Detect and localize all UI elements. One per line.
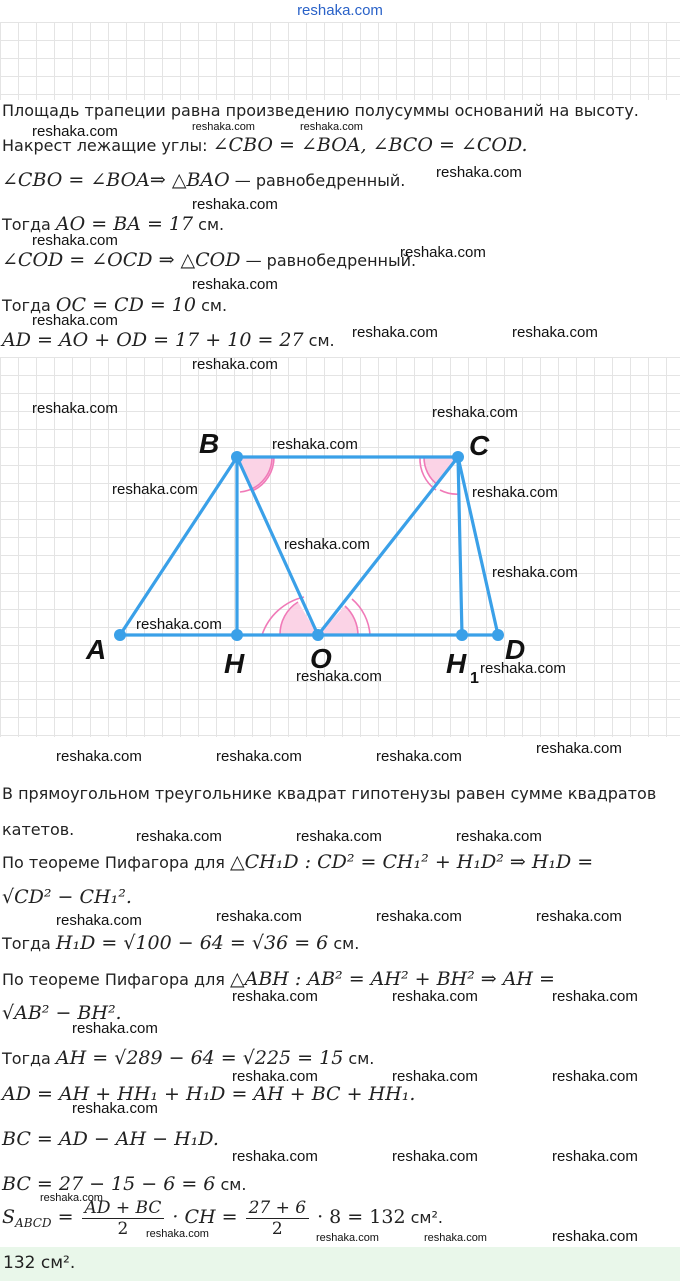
text-line-18: BC = 27 − 15 − 6 = 6 см. — [2, 1173, 247, 1195]
text-line-9: катетов. — [2, 820, 75, 839]
text-line-13: По теореме Пифагора для △ABH : AB² = AH² + BH² ⇒ AH = — [2, 968, 555, 990]
watermark: reshaka.com — [436, 164, 522, 181]
watermark: reshaka.com — [392, 1148, 478, 1165]
label-c: C — [469, 430, 490, 461]
watermark: reshaka.com — [56, 748, 142, 765]
text-line-1: Площадь трапеции равна произведению полусуммы оснований на высоту. — [2, 101, 639, 120]
watermark: reshaka.com — [352, 324, 438, 341]
watermark: reshaka.com — [400, 244, 486, 261]
text-line-8: В прямоугольном треугольнике квадрат гипотенузы равен сумме квадратов — [2, 784, 657, 803]
watermark: reshaka.com — [192, 121, 255, 133]
segment-ch1 — [458, 457, 462, 635]
text-line-12: Тогда H₁D = √100 − 64 = √36 = 6 см. — [2, 932, 360, 954]
watermark: reshaka.com — [512, 324, 598, 341]
watermark: reshaka.com — [300, 121, 363, 133]
watermark: reshaka.com — [472, 484, 558, 501]
text-line-3: ∠CBO = ∠BOA⇒ △BAO — равнобедренный. — [2, 169, 406, 191]
watermark: reshaka.com — [316, 1232, 379, 1244]
point-d — [492, 629, 504, 641]
watermark: reshaka.com — [392, 988, 478, 1005]
watermark: reshaka.com — [136, 616, 222, 633]
watermark: reshaka.com — [552, 988, 638, 1005]
watermark: reshaka.com — [192, 356, 278, 373]
answer-box — [0, 1247, 680, 1281]
watermark: reshaka.com — [296, 668, 382, 685]
watermark: reshaka.com — [536, 740, 622, 757]
watermark: reshaka.com — [232, 1068, 318, 1085]
watermark: reshaka.com — [56, 912, 142, 929]
watermark: reshaka.com — [284, 536, 370, 553]
watermark: reshaka.com — [32, 400, 118, 417]
watermark: reshaka.com — [272, 436, 358, 453]
label-h1-subscript: 1 — [470, 670, 479, 687]
site-title[interactable]: reshaka.com — [297, 2, 383, 19]
watermark: reshaka.com — [232, 988, 318, 1005]
text-line-2: Накрест лежащие углы: ∠CBO = ∠BOA, ∠BCO = ∠COD. — [2, 134, 528, 156]
watermark: reshaka.com — [232, 1148, 318, 1165]
label-o: O — [310, 643, 332, 674]
text-line-15: Тогда AH = √289 − 64 = √225 = 15 см. — [2, 1047, 375, 1069]
watermark: reshaka.com — [72, 1100, 158, 1117]
text-line-11: √CD² − CH₁². — [2, 886, 132, 908]
top-grid — [0, 22, 680, 100]
angle-o-left-fill — [280, 602, 318, 635]
watermark: reshaka.com — [552, 1228, 638, 1245]
label-d: D — [505, 634, 526, 665]
point-b — [231, 451, 243, 463]
text-line-7: AD = AO + OD = 17 + 10 = 27 см. — [2, 329, 335, 351]
text-line-16: AD = AH + HH₁ + H₁D = AH + BC + HH₁. — [2, 1083, 416, 1105]
watermark: reshaka.com — [376, 748, 462, 765]
watermark: reshaka.com — [392, 1068, 478, 1085]
fraction-values: $\frac{27 + 6}{2}$ — [246, 1198, 310, 1239]
watermark: reshaka.com — [424, 1232, 487, 1244]
watermark: reshaka.com — [112, 481, 198, 498]
watermark: reshaka.com — [136, 828, 222, 845]
watermark: reshaka.com — [192, 196, 278, 213]
watermark: reshaka.com — [192, 276, 278, 293]
watermark: reshaka.com — [480, 660, 566, 677]
angle-c-arc-3 — [440, 490, 460, 494]
text-line-area-formula: $S_{ABCD}$ = $\frac{AD + BC}{2}$ · CH = $\frac{27 + 6}{2}$ · 8 = 132 см². — [2, 1198, 443, 1239]
watermark: reshaka.com — [492, 564, 578, 581]
point-c — [452, 451, 464, 463]
point-a — [114, 629, 126, 641]
fraction-bases: $\frac{AD + BC}{2}$ — [82, 1198, 165, 1239]
watermark: reshaka.com — [146, 1228, 209, 1240]
watermark: reshaka.com — [40, 1192, 103, 1204]
watermark: reshaka.com — [216, 748, 302, 765]
text-line-14: √AB² − BH². — [2, 1002, 122, 1024]
watermark: reshaka.com — [72, 1020, 158, 1037]
text-line-6: Тогда OC = CD = 10 см. — [2, 294, 228, 316]
text-line-17: BC = AD − AH − H₁D. — [2, 1128, 219, 1150]
watermark: reshaka.com — [216, 908, 302, 925]
point-h1 — [456, 629, 468, 641]
watermark: reshaka.com — [32, 312, 118, 329]
watermark: reshaka.com — [536, 908, 622, 925]
label-h1: H — [446, 648, 467, 679]
point-o — [312, 629, 324, 641]
point-h — [231, 629, 243, 641]
label-h: H — [224, 648, 245, 679]
text-line-5: ∠COD = ∠OCD ⇒ △COD — равнобедренный. — [2, 249, 417, 271]
label-b: B — [199, 428, 220, 459]
label-a: A — [86, 634, 107, 665]
watermark: reshaka.com — [32, 123, 118, 140]
watermark: reshaka.com — [376, 908, 462, 925]
watermark: reshaka.com — [296, 828, 382, 845]
text-line-10: По теореме Пифагора для △CH₁D : CD² = CH₁² + H₁D² ⇒ H₁D = — [2, 851, 594, 873]
watermark: reshaka.com — [552, 1068, 638, 1085]
watermark: reshaka.com — [552, 1148, 638, 1165]
text-line-4: Тогда AO = BA = 17 см. — [2, 213, 225, 235]
watermark: reshaka.com — [456, 828, 542, 845]
watermark: reshaka.com — [32, 232, 118, 249]
answer-text: 132 см². — [3, 1253, 76, 1273]
watermark: reshaka.com — [432, 404, 518, 421]
